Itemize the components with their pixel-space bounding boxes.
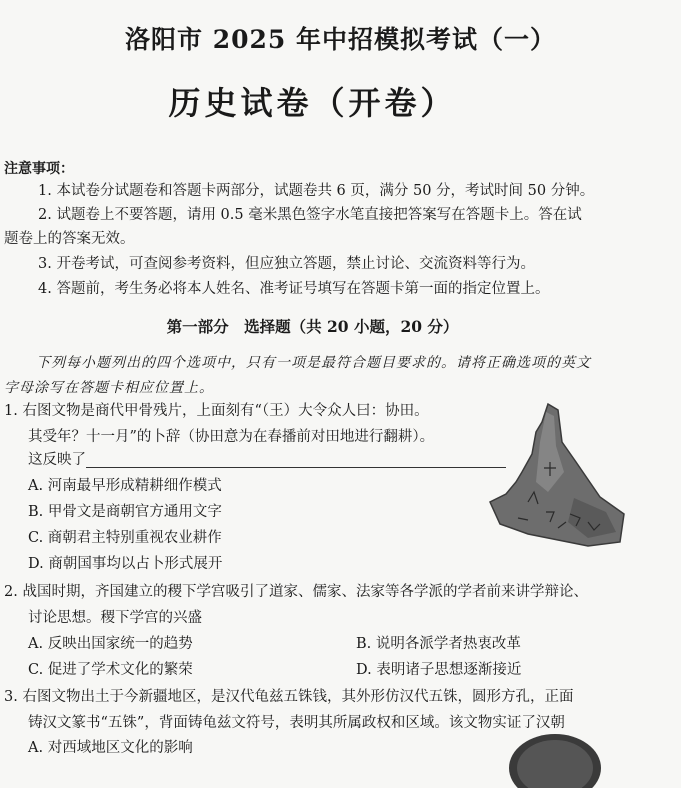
q2-option-c: C. 促进了学术文化的繁荣 bbox=[28, 662, 193, 678]
section-title: 第一部分 选择题（共 20 小题，20 分） bbox=[166, 317, 459, 336]
q2-option-a: A. 反映出国家统一的趋势 bbox=[28, 636, 193, 652]
q2-stem-line-2: 讨论思想。稷下学宫的兴盛 bbox=[28, 610, 202, 626]
q1-stem-line-2: 其受年？十一月”的卜辞（协田意为在春播前对田地进行翻耕）。 bbox=[28, 429, 435, 445]
q2-option-b: B. 说明各派学者热衷改革 bbox=[356, 636, 521, 652]
q1-stem-text: 这反映了 bbox=[28, 452, 86, 468]
q1-stem-line-3 bbox=[28, 453, 506, 468]
instruction-line-1: 下列每小题列出的四个选项中，只有一项是最符合题目要求的。请将正确选项的英文 bbox=[36, 355, 591, 371]
exam-title: 洛阳市 2025 年中招模拟考试（一） bbox=[125, 25, 556, 54]
q3-stem-line-2: 铸汉文篆书“五铢”，背面铸龟兹文符号，表明其所属政权和区域。该文物实证了汉朝 bbox=[28, 715, 565, 731]
q1-option-d: D. 商朝国事均以占卜形式展开 bbox=[28, 556, 223, 572]
instruction-line-2: 字母涂写在答题卡相应位置上。 bbox=[4, 380, 214, 396]
q1-option-a: A. 河南最早形成精耕细作模式 bbox=[28, 478, 222, 494]
q2-option-d: D. 表明诸子思想逐渐接近 bbox=[356, 662, 522, 678]
q1-option-c: C. 商朝君主特别重视农业耕作 bbox=[28, 530, 222, 546]
oracle-bone-image bbox=[488, 402, 628, 552]
notice-2-cont: 题卷上的答案无效。 bbox=[4, 231, 135, 247]
q1-stem-line-1: 1. 右图文物是商代甲骨残片，上面刻有“（王）大令众人曰：协田。 bbox=[4, 403, 429, 419]
exam-subtitle: 历史试卷（开卷） bbox=[168, 84, 457, 122]
notice-heading: 注意事项： bbox=[4, 161, 74, 177]
notice-2: 2. 试题卷上不要答题，请用 0.5 毫米黑色签字水笔直接把答案写在答题卡上。答在试 bbox=[38, 207, 582, 223]
answer-blank bbox=[86, 455, 506, 468]
q3-stem-line-1: 3. 右图文物出土于今新疆地区，是汉代龟兹五铢钱，其外形仿汉代五铢，圆形方孔，正面 bbox=[4, 689, 574, 705]
q1-option-b: B. 甲骨文是商朝官方通用文字 bbox=[28, 504, 222, 520]
notice-3: 3. 开卷考试，可查阅参考资料，但应独立答题，禁止讨论、交流资料等行为。 bbox=[38, 256, 535, 272]
notice-1: 1. 本试卷分试题卷和答题卡两部分，试题卷共 6 页，满分 50 分，考试时间 50 分钟。 bbox=[38, 183, 595, 199]
wuzhu-coin-image bbox=[505, 728, 605, 788]
notice-4: 4. 答题前，考生务必将本人姓名、准考证号填写在答题卡第一面的指定位置上。 bbox=[38, 281, 550, 297]
q3-option-a: A. 对西域地区文化的影响 bbox=[28, 740, 193, 756]
q2-stem-line-1: 2. 战国时期，齐国建立的稷下学宫吸引了道家、儒家、法家等各学派的学者前来讲学辩论、 bbox=[4, 584, 588, 600]
